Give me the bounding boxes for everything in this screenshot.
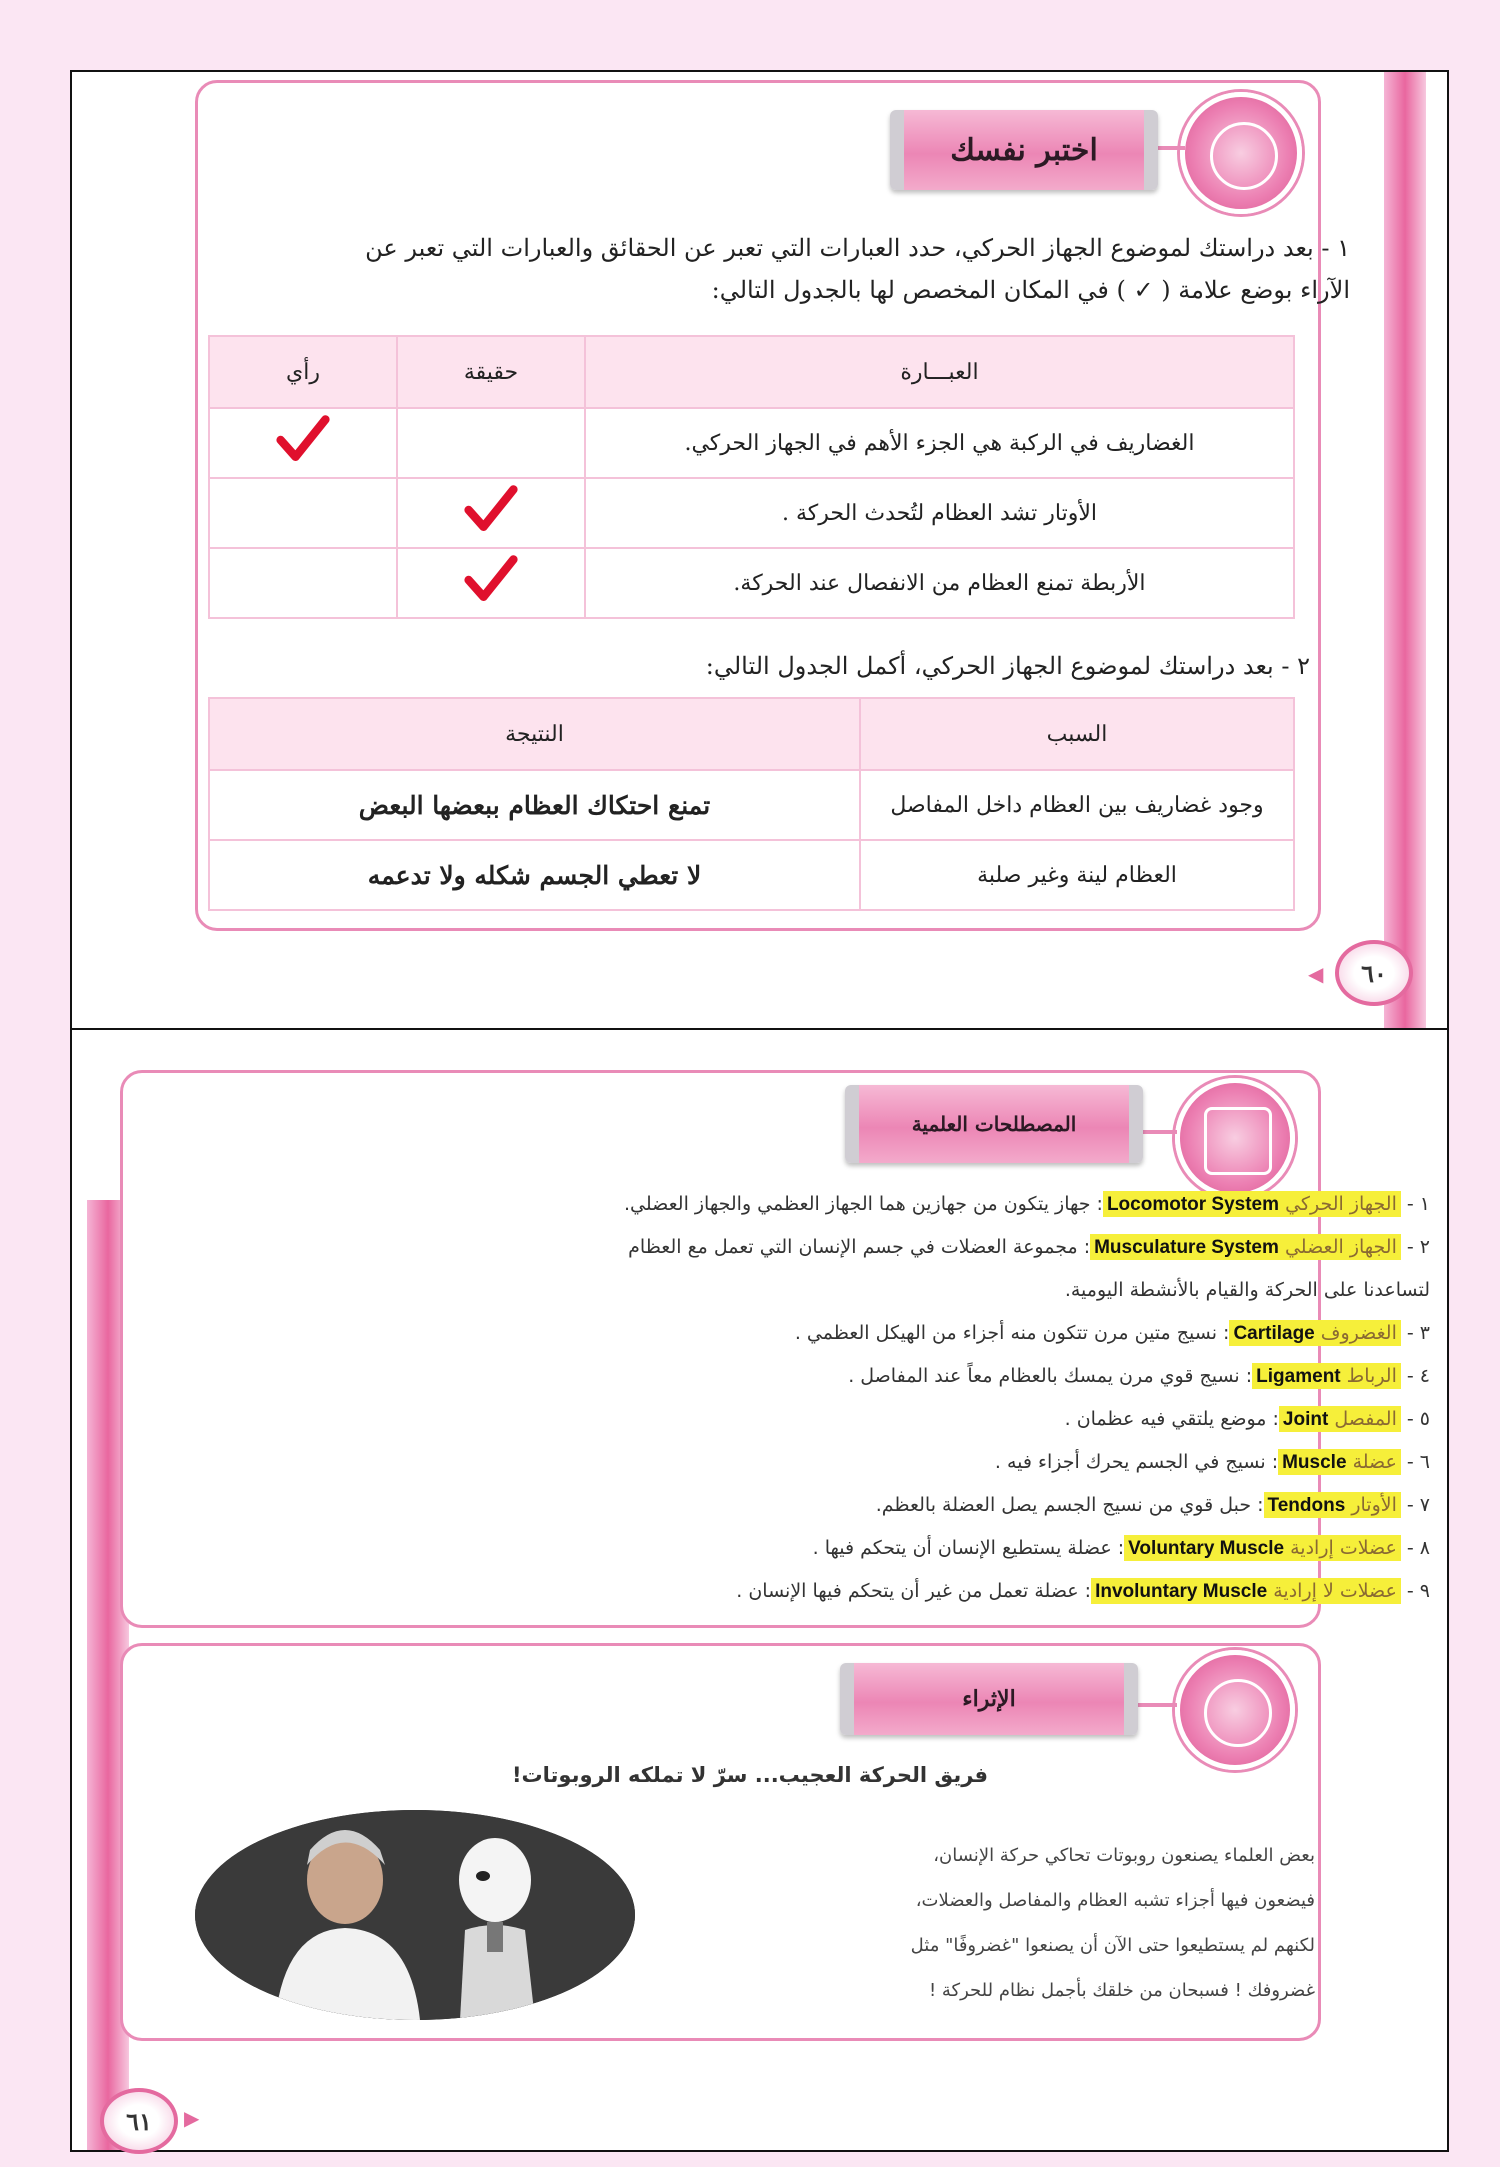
page-number: ٦٠ <box>1335 940 1413 1006</box>
cause-cell: العظام لينة وغير صلبة <box>860 840 1294 910</box>
enrichment-paragraph: بعض العلماء يصنعون روبوتات تحاكي حركة الإنسان، فيضعون فيها أجزاء تشبه العظام والمفاصل والعضلات، لكنهم لم يستطيعوا حتى الآن أن يصنعوا "غضروفًا" مثل غضروفك ! فسبحان من خلقك بأجمل نظام للحركة ! <box>910 1845 1315 2001</box>
lightbulb-icon <box>1175 1650 1295 1770</box>
brain-gear-icon <box>1180 92 1302 214</box>
opinion-cell[interactable] <box>209 408 397 478</box>
table-header-row <box>209 336 1294 408</box>
enrichment-title: الإثراء <box>840 1663 1138 1735</box>
cause-cell: وجود غضاريف بين العظام داخل المفاصل <box>860 770 1294 840</box>
list-item: ٤ -الرباط Ligament: نسيج قوي مرن يمسك بالعظام معاً عند المفاصل . <box>848 1365 1430 1387</box>
table-header-row <box>209 698 1294 770</box>
terms-title: المصطلحات العلمية <box>845 1085 1143 1163</box>
statement-cell: الأربطة تمنع العظام من الانفصال عند الحركة. <box>585 548 1294 618</box>
table-row <box>209 408 1294 478</box>
table-row <box>209 478 1294 548</box>
result-header: النتيجة <box>209 698 860 770</box>
list-item: ٩ -عضلات لا إرادية Involuntary Muscle: عضلة تعمل من غير أن يتحكم فيها الإنسان . <box>736 1580 1430 1602</box>
list-item: ٨ -عضلات إرادية Voluntary Muscle: عضلة يستطيع الإنسان أن يتحكم فيها . <box>812 1537 1430 1559</box>
fact-header: حقيقة <box>397 336 585 408</box>
list-item: ١ -الجهاز الحركي Locomotor System: جهاز يتكون من جهازين هما الجهاز العظمي والجهاز العضلي. <box>623 1193 1430 1215</box>
enrichment-heading: فريق الحركة العجيب... سرّ لا تملكه الروبوتات! <box>511 1763 989 1787</box>
result-answer[interactable]: لا تعطي الجسم شكله ولا تدعمه <box>209 840 860 910</box>
terms-list <box>250 1183 1430 1613</box>
question-1-line-2: الآراء بوضع علامة ( ✓ ) في المكان المخصص لها بالجدول التالي: <box>711 276 1350 304</box>
statement-cell: الأوتار تشد العظام لتُحدث الحركة . <box>585 478 1294 548</box>
fact-cell[interactable] <box>397 548 585 618</box>
list-item: ٣ -الغضروف Cartilage: نسيج متين مرن تتكون منه أجزاء من الهيكل العظمي . <box>794 1322 1430 1344</box>
scientist-robot-photo <box>195 1810 635 2020</box>
table-row <box>209 840 1294 910</box>
checkmark-icon <box>463 482 519 538</box>
checkmark-icon <box>463 552 519 608</box>
opinion-cell[interactable] <box>209 548 397 618</box>
statement-header: العبـــارة <box>585 336 1294 408</box>
fact-cell[interactable] <box>397 408 585 478</box>
checkmark-icon <box>275 412 331 468</box>
statement-cell: الغضاريف في الركبة هي الجزء الأهم في الجهاز الحركي. <box>585 408 1294 478</box>
question-2-text: ٢ - بعد دراستك لموضوع الجهاز الحركي، أكمل الجدول التالي: <box>705 652 1310 680</box>
table-row <box>209 548 1294 618</box>
question-1-line-1: ١ - بعد دراستك لموضوع الجهاز الحركي، حدد العبارات التي تعبر عن الحقائق والعبارات التي تعبر عن <box>365 234 1350 262</box>
list-item: لتساعدنا على الحركة والقيام بالأنشطة اليومية. <box>1064 1279 1430 1301</box>
result-answer[interactable]: تمنع احتكاك العظام ببعضها البعض <box>209 770 860 840</box>
page-number: ٦١ <box>100 2088 178 2154</box>
facts-opinions-table <box>208 335 1295 619</box>
list-item: ٦ -عضلة Muscle: نسيج في الجسم يحرك أجزاء فيه . <box>994 1451 1430 1473</box>
page-arrow-icon: ▶ <box>184 2106 200 2130</box>
list-item: ٢ -الجهاز العضلي Musculature System: مجموعة العضلات في جسم الإنسان التي تعمل مع العظام <box>628 1236 1430 1258</box>
cause-header: السبب <box>860 698 1294 770</box>
page-arrow-icon: ◀ <box>1308 962 1324 986</box>
notes-icon <box>1175 1078 1295 1198</box>
list-item: ٧ -الأوتار Tendons: حبل قوي من نسيج الجسم يصل العضلة بالعظم. <box>875 1494 1430 1516</box>
cause-result-table <box>208 697 1295 911</box>
table-row <box>209 770 1294 840</box>
opinion-header: رأي <box>209 336 397 408</box>
question-1-text <box>100 227 1350 311</box>
page-edge-decoration <box>1384 72 1426 1030</box>
opinion-cell[interactable] <box>209 478 397 548</box>
section-title: اختبر نفسك <box>890 110 1158 190</box>
list-item: ٥ -المفصل Joint: موضع يلتقي فيه عظمان . <box>1064 1408 1430 1430</box>
fact-cell[interactable] <box>397 478 585 548</box>
